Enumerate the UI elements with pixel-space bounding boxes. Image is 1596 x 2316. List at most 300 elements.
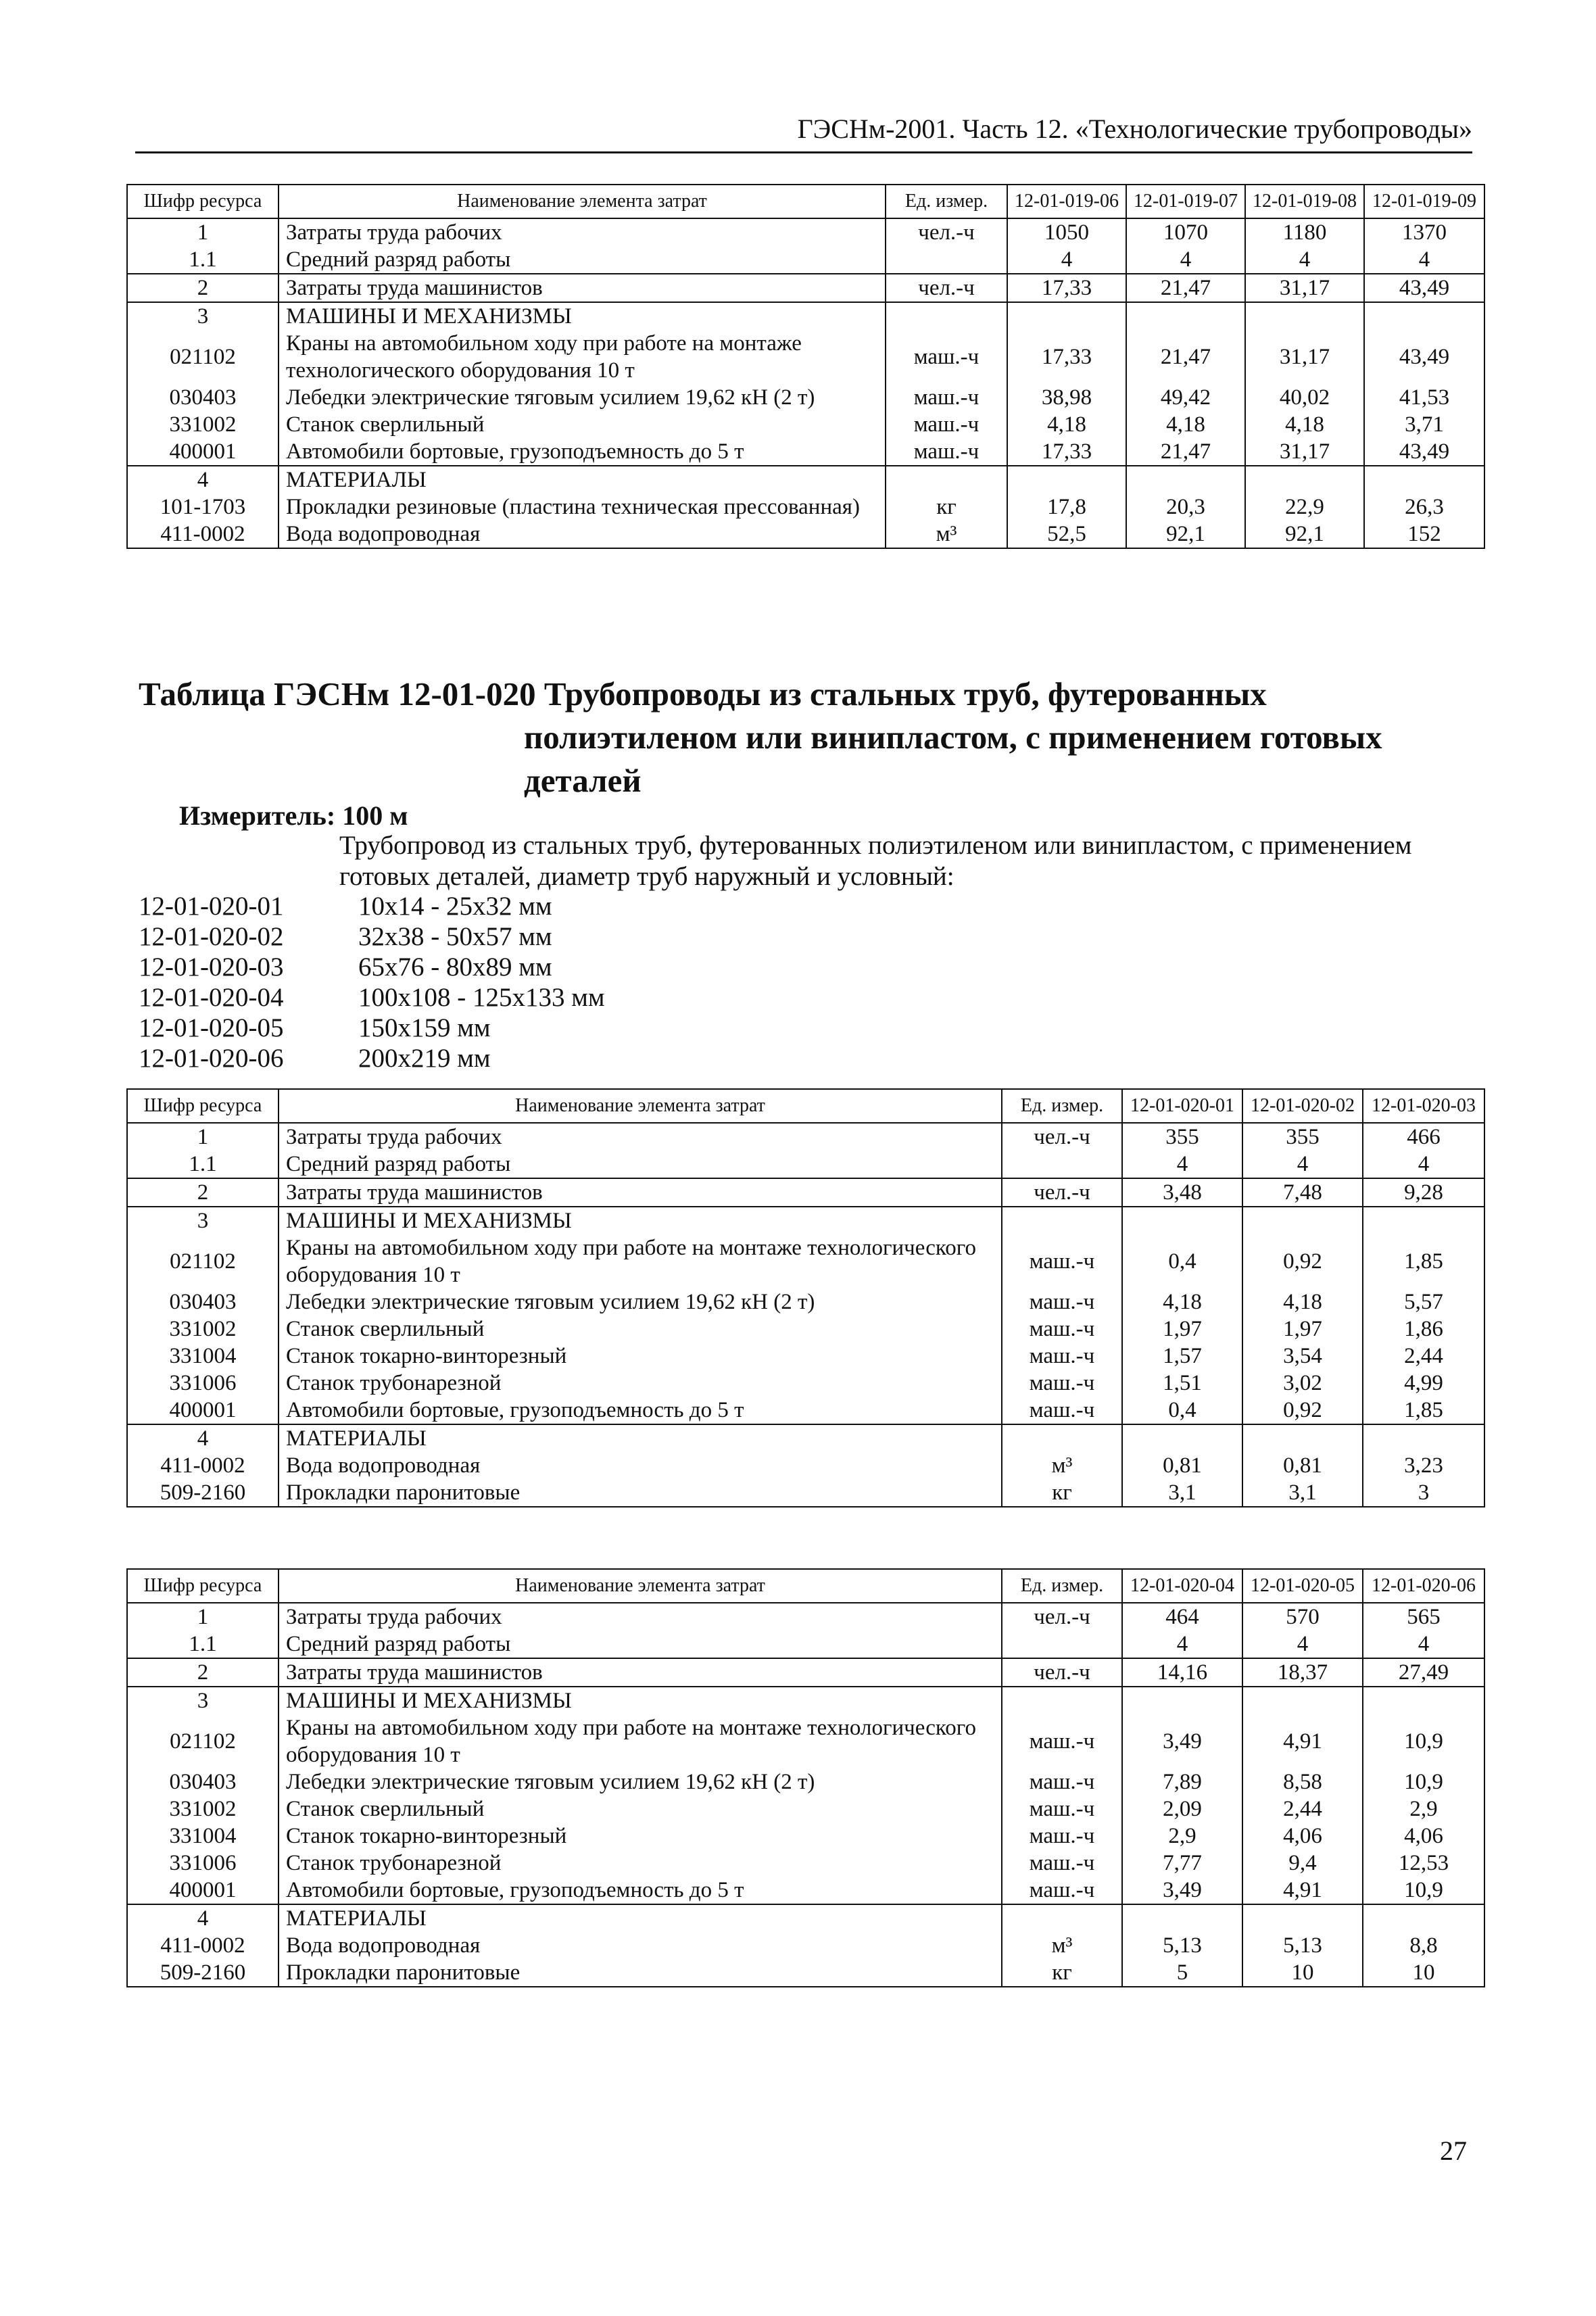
norm-value: 27,49: [1363, 1658, 1484, 1687]
norm-value: 5,13: [1242, 1932, 1363, 1959]
page-number: 27: [1440, 2136, 1467, 2166]
norm-value: 2,9: [1363, 1795, 1484, 1823]
resource-code: 331002: [127, 1316, 279, 1343]
resource-code: 411-0002: [127, 521, 279, 548]
norm-value: 0,4: [1122, 1397, 1242, 1424]
resource-code: 400001: [127, 1877, 279, 1904]
norm-value: 4: [1242, 1631, 1363, 1658]
resource-code: 3: [127, 302, 279, 330]
unit-cell: [1002, 1687, 1122, 1714]
norm-value: [1126, 302, 1245, 330]
norm-text: 200x219 мм: [358, 1044, 491, 1073]
table-title-line1: Таблица ГЭСНм 12-01-020 Трубопроводы из стальных труб, футерованных: [139, 675, 1267, 713]
resource-table-020-b: [126, 1568, 1485, 1987]
table-row: [127, 384, 1484, 411]
norm-value: 2,9: [1122, 1823, 1242, 1850]
norm-value: [1122, 1687, 1242, 1714]
table-row: [127, 1151, 1484, 1178]
norm-value: 26,3: [1364, 493, 1484, 521]
header-code: Шифр ресурса: [127, 1089, 279, 1123]
unit-cell: [1002, 1631, 1122, 1658]
table-row: [127, 493, 1484, 521]
norm-code: 12-01-020-05: [139, 1013, 284, 1042]
norm-value: 1,51: [1122, 1370, 1242, 1397]
unit-cell: [886, 302, 1007, 330]
norm-code: 12-01-020-04: [139, 983, 284, 1012]
norm-value: 1370: [1364, 218, 1484, 246]
norm-value: 3,49: [1122, 1877, 1242, 1904]
norm-value: 31,17: [1245, 330, 1364, 384]
norm-value: 9,28: [1363, 1178, 1484, 1207]
norm-value: 0,4: [1122, 1234, 1242, 1288]
resource-code: 1.1: [127, 1151, 279, 1178]
norm-value: 1180: [1245, 218, 1364, 246]
norm-value: 1,85: [1363, 1397, 1484, 1424]
norm-value: 43,49: [1364, 438, 1484, 466]
header-norm: 12-01-020-01: [1122, 1089, 1242, 1123]
resource-table-019: [126, 184, 1485, 549]
resource-name: Вода водопроводная: [279, 1452, 1002, 1479]
work-description: Трубопровод из стальных труб, футерованных полиэтиленом или винипластом, с применением готовых деталей, диаметр труб наружный и условный:: [339, 831, 1412, 891]
norm-value: 43,49: [1364, 330, 1484, 384]
norm-value: 4: [1363, 1151, 1484, 1178]
header-unit: Ед. измер.: [886, 185, 1007, 218]
resource-code: 331006: [127, 1850, 279, 1877]
resource-code: 101-1703: [127, 493, 279, 521]
resource-name: Прокладки паронитовые: [279, 1959, 1002, 1987]
resource-code: 021102: [127, 1234, 279, 1288]
norm-text: 100x108 - 125x133 мм: [358, 983, 605, 1012]
norm-value: 4: [1126, 246, 1245, 274]
resource-name: Автомобили бортовые, грузоподъемность до 5 т: [279, 1877, 1002, 1904]
norm-value: 464: [1122, 1603, 1242, 1631]
resource-name: МАТЕРИАЛЫ: [279, 1424, 1002, 1452]
norm-value: 5: [1122, 1959, 1242, 1987]
norm-value: 40,02: [1245, 384, 1364, 411]
table-title: [139, 673, 1423, 802]
norm-value: 1,86: [1363, 1316, 1484, 1343]
norm-item: [139, 982, 605, 1013]
norm-value: 3,54: [1242, 1343, 1363, 1370]
resource-name: МАШИНЫ И МЕХАНИЗМЫ: [279, 1687, 1002, 1714]
resource-code: 509-2160: [127, 1959, 279, 1987]
resource-code: 331002: [127, 1795, 279, 1823]
norm-value: 7,48: [1242, 1178, 1363, 1207]
header-unit: Ед. измер.: [1002, 1089, 1122, 1123]
norm-value: 38,98: [1007, 384, 1126, 411]
resource-code: 021102: [127, 1714, 279, 1768]
header-norm: 12-01-020-03: [1363, 1089, 1484, 1123]
meter: [179, 800, 408, 831]
norm-value: 4: [1007, 246, 1126, 274]
norm-value: 4,18: [1007, 411, 1126, 438]
table-row: [127, 1178, 1484, 1207]
resource-name: Краны на автомобильном ходу при работе на монтаже технологического оборудования 10 т: [279, 1714, 1002, 1768]
unit-cell: м³: [886, 521, 1007, 548]
resource-code: 1: [127, 1603, 279, 1631]
norm-value: [1122, 1207, 1242, 1234]
unit-cell: м³: [1002, 1452, 1122, 1479]
norm-value: 7,77: [1122, 1850, 1242, 1877]
header-norm: 12-01-020-02: [1242, 1089, 1363, 1123]
norm-value: 5,57: [1363, 1288, 1484, 1316]
norm-value: 17,33: [1007, 330, 1126, 384]
header-name: Наименование элемента затрат: [279, 1569, 1002, 1603]
header-norm: 12-01-019-08: [1245, 185, 1364, 218]
resource-code: 021102: [127, 330, 279, 384]
resource-name: Станок сверлильный: [279, 1316, 1002, 1343]
unit-cell: [1002, 1151, 1122, 1178]
norm-value: 31,17: [1245, 274, 1364, 302]
norm-value: 21,47: [1126, 438, 1245, 466]
norm-value: 7,89: [1122, 1768, 1242, 1795]
norm-value: 14,16: [1122, 1658, 1242, 1687]
norm-value: 10: [1363, 1959, 1484, 1987]
resource-name: Затраты труда рабочих: [279, 218, 886, 246]
table-row: [127, 1397, 1484, 1424]
header-code: Шифр ресурса: [127, 1569, 279, 1603]
norm-value: 21,47: [1126, 274, 1245, 302]
norm-item: [139, 952, 605, 982]
table-row: [127, 246, 1484, 274]
unit-cell: маш.-ч: [1002, 1288, 1122, 1316]
norm-value: 17,33: [1007, 438, 1126, 466]
resource-code: 4: [127, 1424, 279, 1452]
norm-text: 150x159 мм: [358, 1013, 491, 1042]
norm-value: [1242, 1904, 1363, 1932]
resource-name: Затраты труда рабочих: [279, 1603, 1002, 1631]
norm-value: 570: [1242, 1603, 1363, 1631]
resource-code: 1.1: [127, 246, 279, 274]
norm-value: 565: [1363, 1603, 1484, 1631]
resource-code: 4: [127, 466, 279, 493]
norm-value: 4: [1245, 246, 1364, 274]
norm-item: [139, 921, 605, 952]
norm-value: 12,53: [1363, 1850, 1484, 1877]
table-row: [127, 1768, 1484, 1795]
table-row: [127, 1207, 1484, 1234]
resource-code: 331004: [127, 1343, 279, 1370]
meter-label: Измеритель:: [179, 800, 336, 831]
unit-cell: чел.-ч: [886, 274, 1007, 302]
header-name: Наименование элемента затрат: [279, 185, 886, 218]
unit-cell: маш.-ч: [886, 384, 1007, 411]
norm-value: 10: [1242, 1959, 1363, 1987]
resource-code: 2: [127, 274, 279, 302]
unit-cell: [1002, 1424, 1122, 1452]
resource-code: 1.1: [127, 1631, 279, 1658]
norm-value: [1007, 302, 1126, 330]
norm-code: 12-01-020-03: [139, 952, 284, 982]
resource-name: Станок сверлильный: [279, 1795, 1002, 1823]
resource-code: 400001: [127, 438, 279, 466]
resource-name: Лебедки электрические тяговым усилием 19,62 кН (2 т): [279, 1288, 1002, 1316]
table-row: [127, 1658, 1484, 1687]
norm-value: 1,97: [1242, 1316, 1363, 1343]
table-row: [127, 1234, 1484, 1288]
unit-cell: кг: [886, 493, 1007, 521]
resource-name: МАШИНЫ И МЕХАНИЗМЫ: [279, 1207, 1002, 1234]
table-row: [127, 1343, 1484, 1370]
table-title-line2: полиэтиленом или винипластом, с применением готовых деталей: [524, 719, 1382, 799]
norm-value: 1070: [1126, 218, 1245, 246]
norm-code: 12-01-020-06: [139, 1044, 284, 1073]
norm-value: [1363, 1424, 1484, 1452]
resource-name: МАТЕРИАЛЫ: [279, 1904, 1002, 1932]
norm-value: 3,02: [1242, 1370, 1363, 1397]
norm-value: 0,81: [1242, 1452, 1363, 1479]
norm-value: 4: [1242, 1151, 1363, 1178]
table-row: [127, 1316, 1484, 1343]
norm-value: [1364, 466, 1484, 493]
norm-value: 43,49: [1364, 274, 1484, 302]
resource-code: 331006: [127, 1370, 279, 1397]
header-norm: 12-01-019-07: [1126, 185, 1245, 218]
unit-cell: чел.-ч: [886, 218, 1007, 246]
unit-cell: [1002, 1904, 1122, 1932]
unit-cell: чел.-ч: [1002, 1658, 1122, 1687]
norm-value: [1242, 1207, 1363, 1234]
norm-value: 0,81: [1122, 1452, 1242, 1479]
resource-name: Затраты труда машинистов: [279, 1178, 1002, 1207]
resource-code: 331004: [127, 1823, 279, 1850]
norm-value: 4,91: [1242, 1877, 1363, 1904]
resource-code: 4: [127, 1904, 279, 1932]
resource-name: Автомобили бортовые, грузоподъемность до 5 т: [279, 438, 886, 466]
norm-value: 20,3: [1126, 493, 1245, 521]
unit-cell: кг: [1002, 1479, 1122, 1507]
resource-code: 509-2160: [127, 1479, 279, 1507]
resource-name: Затраты труда машинистов: [279, 1658, 1002, 1687]
norm-value: 355: [1122, 1123, 1242, 1151]
table-row: [127, 466, 1484, 493]
table-row: [127, 1452, 1484, 1479]
norm-value: 8,8: [1363, 1932, 1484, 1959]
table-row: [127, 1850, 1484, 1877]
table-row: [127, 1932, 1484, 1959]
running-header: ГЭСНм-2001. Часть 12. «Технологические трубопроводы»: [135, 107, 1472, 153]
norm-value: 10,9: [1363, 1768, 1484, 1795]
resource-code: 411-0002: [127, 1932, 279, 1959]
table-row: [127, 302, 1484, 330]
resource-name: Краны на автомобильном ходу при работе на монтаже технологического оборудования 10 т: [279, 330, 886, 384]
header-norm: 12-01-020-04: [1122, 1569, 1242, 1603]
norm-value: 4: [1363, 1631, 1484, 1658]
norm-item: [139, 891, 605, 921]
resource-code: 2: [127, 1658, 279, 1687]
norm-value: 3,49: [1122, 1714, 1242, 1768]
norm-value: 3,71: [1364, 411, 1484, 438]
norm-value: 3: [1363, 1479, 1484, 1507]
norm-value: 4,91: [1242, 1714, 1363, 1768]
norm-value: [1126, 466, 1245, 493]
resource-code: 2: [127, 1178, 279, 1207]
table-row: [127, 411, 1484, 438]
norm-value: 17,8: [1007, 493, 1126, 521]
norm-item: [139, 1043, 605, 1073]
resource-name: Станок сверлильный: [279, 411, 886, 438]
norm-value: 4: [1364, 246, 1484, 274]
resource-name: Средний разряд работы: [279, 246, 886, 274]
norm-value: [1122, 1424, 1242, 1452]
resource-code: 1: [127, 1123, 279, 1151]
resource-name: Лебедки электрические тяговым усилием 19,62 кН (2 т): [279, 384, 886, 411]
resource-code: 400001: [127, 1397, 279, 1424]
norm-text: 10x14 - 25x32 мм: [358, 892, 552, 921]
norm-value: [1245, 466, 1364, 493]
table-row: [127, 1123, 1484, 1151]
table-row: [127, 274, 1484, 302]
table-row: [127, 1424, 1484, 1452]
norm-value: [1242, 1424, 1363, 1452]
unit-cell: маш.-ч: [1002, 1823, 1122, 1850]
norm-value: 0,92: [1242, 1234, 1363, 1288]
norm-value: 52,5: [1007, 521, 1126, 548]
norm-value: 1,85: [1363, 1234, 1484, 1288]
header-norm: 12-01-019-09: [1364, 185, 1484, 218]
norm-value: 22,9: [1245, 493, 1364, 521]
resource-name: Затраты труда машинистов: [279, 274, 886, 302]
table-row: [127, 218, 1484, 246]
resource-name: Краны на автомобильном ходу при работе на монтаже технологического оборудования 10 т: [279, 1234, 1002, 1288]
header-norm: 12-01-020-05: [1242, 1569, 1363, 1603]
norm-value: 3,1: [1242, 1479, 1363, 1507]
norm-value: [1363, 1687, 1484, 1714]
norm-value: [1007, 466, 1126, 493]
norm-value: 2,09: [1122, 1795, 1242, 1823]
norm-value: 49,42: [1126, 384, 1245, 411]
table-row: [127, 438, 1484, 466]
unit-cell: маш.-ч: [1002, 1316, 1122, 1343]
resource-table-020-a: [126, 1088, 1485, 1507]
norm-value: 4,99: [1363, 1370, 1484, 1397]
norm-value: 10,9: [1363, 1877, 1484, 1904]
resource-code: 1: [127, 218, 279, 246]
norm-value: 9,4: [1242, 1850, 1363, 1877]
resource-name: Лебедки электрические тяговым усилием 19,62 кН (2 т): [279, 1768, 1002, 1795]
norm-value: 466: [1363, 1123, 1484, 1151]
resource-code: 411-0002: [127, 1452, 279, 1479]
norm-value: 92,1: [1126, 521, 1245, 548]
unit-cell: кг: [1002, 1959, 1122, 1987]
norm-value: 21,47: [1126, 330, 1245, 384]
table-row: [127, 1631, 1484, 1658]
header-unit: Ед. измер.: [1002, 1569, 1122, 1603]
table-row: [127, 1823, 1484, 1850]
unit-cell: чел.-ч: [1002, 1178, 1122, 1207]
header-name: Наименование элемента затрат: [279, 1089, 1002, 1123]
norm-item: [139, 1013, 605, 1043]
norm-value: 1050: [1007, 218, 1126, 246]
resource-name: Прокладки паронитовые: [279, 1479, 1002, 1507]
norm-value: 3,1: [1122, 1479, 1242, 1507]
unit-cell: маш.-ч: [1002, 1850, 1122, 1877]
table-row: [127, 1479, 1484, 1507]
norm-value: [1245, 302, 1364, 330]
unit-cell: маш.-ч: [886, 438, 1007, 466]
norm-value: 1,97: [1122, 1316, 1242, 1343]
norm-value: 4,18: [1245, 411, 1364, 438]
resource-name: МАТЕРИАЛЫ: [279, 466, 886, 493]
unit-cell: маш.-ч: [1002, 1234, 1122, 1288]
norm-value: 17,33: [1007, 274, 1126, 302]
table-row: [127, 330, 1484, 384]
norm-value: 2,44: [1242, 1795, 1363, 1823]
unit-cell: [886, 246, 1007, 274]
norm-value: 2,44: [1363, 1343, 1484, 1370]
table-row: [127, 1288, 1484, 1316]
header-norm: 12-01-019-06: [1007, 185, 1126, 218]
norm-value: 1,57: [1122, 1343, 1242, 1370]
resource-name: Станок токарно-винторезный: [279, 1343, 1002, 1370]
norm-value: [1363, 1904, 1484, 1932]
norm-value: 4,18: [1126, 411, 1245, 438]
unit-cell: чел.-ч: [1002, 1123, 1122, 1151]
unit-cell: маш.-ч: [1002, 1768, 1122, 1795]
norm-value: [1122, 1904, 1242, 1932]
resource-code: 331002: [127, 411, 279, 438]
resource-name: Станок токарно-винторезный: [279, 1823, 1002, 1850]
norm-value: 152: [1364, 521, 1484, 548]
unit-cell: маш.-ч: [1002, 1343, 1122, 1370]
norm-value: 10,9: [1363, 1714, 1484, 1768]
resource-name: Затраты труда рабочих: [279, 1123, 1002, 1151]
table-row: [127, 1795, 1484, 1823]
unit-cell: маш.-ч: [886, 411, 1007, 438]
resource-code: 3: [127, 1207, 279, 1234]
meter-value: 100 м: [342, 800, 408, 831]
unit-cell: маш.-ч: [1002, 1397, 1122, 1424]
resource-name: Вода водопроводная: [279, 1932, 1002, 1959]
unit-cell: маш.-ч: [1002, 1714, 1122, 1768]
norm-value: 0,92: [1242, 1397, 1363, 1424]
table-row: [127, 1877, 1484, 1904]
norm-code: 12-01-020-02: [139, 922, 284, 951]
norm-value: [1363, 1207, 1484, 1234]
unit-cell: [886, 466, 1007, 493]
resource-code: 3: [127, 1687, 279, 1714]
unit-cell: маш.-ч: [1002, 1877, 1122, 1904]
resource-name: Вода водопроводная: [279, 521, 886, 548]
norm-value: 3,23: [1363, 1452, 1484, 1479]
table-row: [127, 1603, 1484, 1631]
norm-value: 4: [1122, 1631, 1242, 1658]
unit-cell: маш.-ч: [1002, 1795, 1122, 1823]
resource-code: 030403: [127, 1288, 279, 1316]
norm-value: 31,17: [1245, 438, 1364, 466]
norm-value: 4,06: [1242, 1823, 1363, 1850]
norm-value: [1364, 302, 1484, 330]
table-row: [127, 1687, 1484, 1714]
unit-cell: [1002, 1207, 1122, 1234]
resource-code: 030403: [127, 1768, 279, 1795]
norm-value: 4: [1122, 1151, 1242, 1178]
norm-value: 18,37: [1242, 1658, 1363, 1687]
resource-name: Средний разряд работы: [279, 1631, 1002, 1658]
norm-text: 32x38 - 50x57 мм: [358, 922, 552, 951]
table-row: [127, 1714, 1484, 1768]
norm-value: 355: [1242, 1123, 1363, 1151]
resource-name: МАШИНЫ И МЕХАНИЗМЫ: [279, 302, 886, 330]
resource-name: Автомобили бортовые, грузоподъемность до 5 т: [279, 1397, 1002, 1424]
unit-cell: маш.-ч: [1002, 1370, 1122, 1397]
resource-name: Станок трубонарезной: [279, 1370, 1002, 1397]
unit-cell: маш.-ч: [886, 330, 1007, 384]
norm-value: 5,13: [1122, 1932, 1242, 1959]
resource-name: Станок трубонарезной: [279, 1850, 1002, 1877]
norm-value: 3,48: [1122, 1178, 1242, 1207]
table-row: [127, 1959, 1484, 1987]
